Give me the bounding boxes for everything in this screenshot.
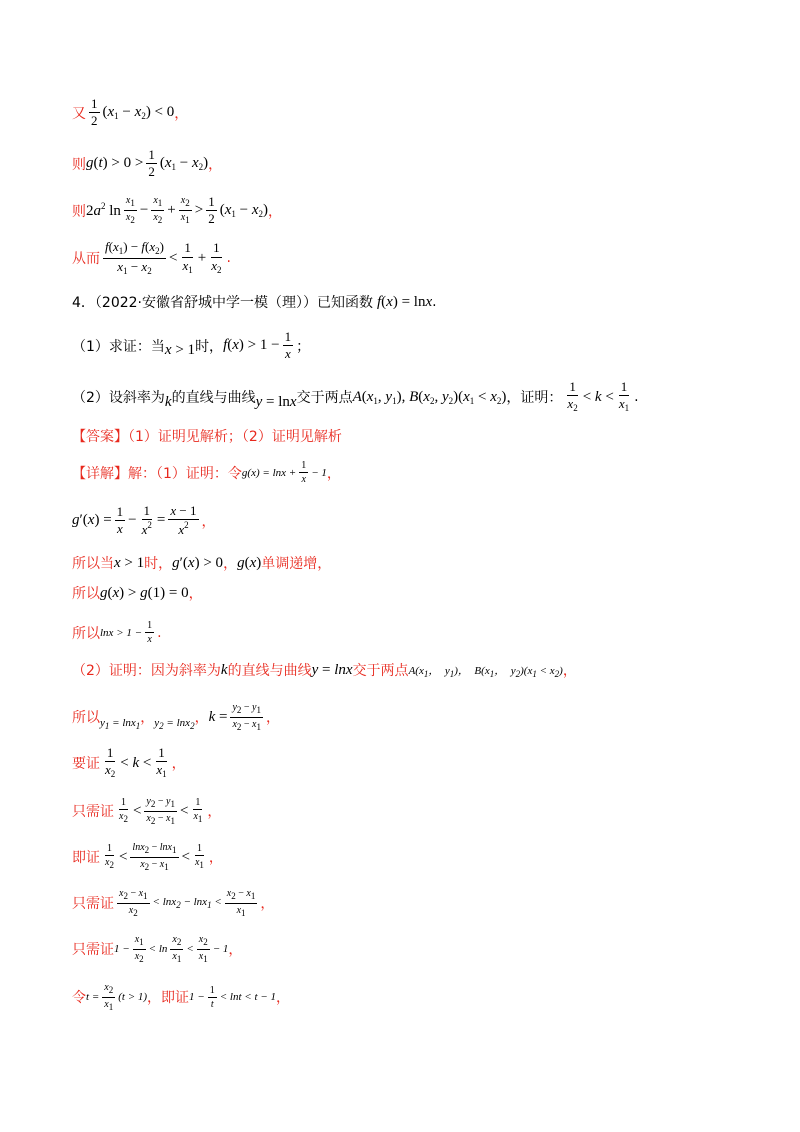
text: （2）证明：因为斜率为 bbox=[72, 663, 221, 679]
zhixuzheng-2: 只需证 $\frac{x_2 - x_1}{x_2}$ < lnx$_2$ − lnx$_1$ < $\frac{x_2 - x_1}{x_1}$ ， bbox=[72, 888, 275, 918]
derivative-line: g′(x) = $\frac{1}{x}$ − $\frac{1}{x^2}$ = $\frac{x - 1}{x^2}$ ， bbox=[72, 503, 216, 538]
text: 只需证 bbox=[72, 942, 114, 959]
text: ，即证 bbox=[147, 990, 190, 1007]
fraction: $\frac{1}{2}$ bbox=[148, 147, 155, 180]
text: 所以 bbox=[72, 586, 100, 602]
text: ，证明： bbox=[506, 390, 563, 407]
slope-line: 所以 $y_1 = \ln x_1$ ， $y_2 = \ln x_2$ ， k = $\frac{y_2 - y_1}{x_2 - x_1}$ ， bbox=[72, 702, 280, 732]
text: 时， bbox=[144, 556, 173, 572]
text: 所以当 bbox=[72, 556, 114, 572]
text: 只需证 bbox=[72, 896, 114, 913]
line-3: 则 $2a^2$ ln $\frac{x_1}{x_2}$ − $\frac{x_1}{x_2}$ + $\frac{x_2}{x_1}$ > $\frac{1}{2}$ $(x_1 - x_2)$ ， bbox=[72, 194, 282, 227]
line-2: 则 g(t) > 0 > $\frac{1}{2}$ $(x_1 - x_2)$ ， bbox=[72, 147, 223, 180]
text: 【详解】解：（1）证明：令 bbox=[72, 465, 242, 482]
text: 要证 bbox=[72, 756, 100, 773]
step-2: 所以 g(x) > g(1) = 0 ， bbox=[72, 584, 203, 602]
math: $(x_1 - x_2) < 0$ bbox=[102, 104, 175, 122]
text: 时， bbox=[195, 338, 224, 355]
zhixuzheng-1: 只需证 $\frac{1}{x_2}$ < $\frac{y_2 - y_1}{x_2 - x_1}$ < $\frac{1}{x_1}$ ， bbox=[72, 796, 222, 826]
ling-line: 令 t = $\frac{x_2}{x_1}$ (t > 1) ，即证 1 − $\frac{1}{t}$ < lnt < t − 1 ， bbox=[72, 982, 290, 1012]
part-2-proof: （2）证明：因为斜率为 k 的直线与曲线 y = lnx 交于两点 $A(x_1$， $y_1$)， $B(x_1$， $y_2)(x_1 < x_2)$ ， bbox=[72, 661, 577, 679]
line-1: 又 $\frac{1}{2}$ $(x_1 - x_2) < 0$ ， bbox=[72, 96, 189, 129]
detail-line: 【详解】解：（1）证明：令 g(x) = lnx + $\frac{1}{x}$ − 1 ， bbox=[72, 460, 341, 485]
text: 4．（2022·安徽省舒城中学一模（理））已知函数 bbox=[72, 295, 373, 311]
text: 从而 bbox=[72, 251, 100, 268]
step-3: 所以 lnx > 1 − $\frac{1}{x}$ . bbox=[72, 620, 162, 645]
text: 令 bbox=[72, 990, 86, 1007]
zhixuzheng-3: 只需证 1 − $\frac{x_1}{x_2}$ < ln $\frac{x_2}{x_1}$ < $\frac{x_2}{x_1}$ − 1 ， bbox=[72, 934, 243, 964]
answer-line bbox=[72, 426, 342, 446]
math: g(t) > 0 > bbox=[86, 155, 144, 172]
text: 所以 bbox=[72, 625, 100, 642]
math: $2a^2$ ln bbox=[86, 201, 121, 220]
text: 只需证 bbox=[72, 804, 114, 821]
text: 又 bbox=[72, 105, 86, 122]
text: 交于两点 bbox=[352, 663, 409, 679]
question-4-header: 4．（2022·安徽省舒城中学一模（理））已知函数 f(x) = lnx . bbox=[72, 293, 437, 311]
text: 则 bbox=[72, 203, 86, 220]
text: 【答案】（1）证明见解析；（2）证明见解析 bbox=[72, 429, 342, 445]
text: 则 bbox=[72, 156, 86, 173]
line-4: 从而 $\frac{f(x_1) - f(x_2)}{x_1 - x_2}$ < $\frac{1}{x_1}$ + $\frac{1}{x_2}$ . bbox=[72, 239, 231, 276]
text: 单调递增， bbox=[261, 556, 332, 572]
text: 即证 bbox=[72, 850, 100, 867]
text: 的直线与曲线 bbox=[227, 663, 312, 679]
question-4-part-1: （1）求证：当 x > 1 时， f(x) > 1 − $\frac{1}{x}$ ； bbox=[72, 329, 311, 362]
text: 所以 bbox=[72, 710, 100, 727]
question-4-part-2: （2）设斜率为 k 的直线与曲线 y = lnx 交于两点 $A(x_1$, $y_1$), $B(x_2$, $y_2)(x_1 < x_2)$ ，证明： $\frac{1}{x_2}$ < k < $\frac{1}{x_1}$ . bbox=[72, 379, 639, 414]
text: 交于两点 bbox=[296, 390, 353, 407]
text: （2）设斜率为 bbox=[72, 390, 165, 407]
jizheng-1: 即证 $\frac{1}{x_2}$ < $\frac{\ln x_2 - \ln x_1}{x_2 - x_1}$ < $\frac{1}{x_1}$ ， bbox=[72, 842, 223, 872]
yaozheng-line: 要证 $\frac{1}{x_2}$ < k < $\frac{1}{x_1}$ ， bbox=[72, 745, 186, 780]
step-1: 所以当 x > 1 时， g′(x) > 0 ， g(x) 单调递增， bbox=[72, 554, 332, 572]
text: （1）求证：当 bbox=[72, 338, 165, 355]
text: 的直线与曲线 bbox=[171, 390, 256, 407]
fraction: $\frac{1}{2}$ bbox=[91, 96, 98, 129]
